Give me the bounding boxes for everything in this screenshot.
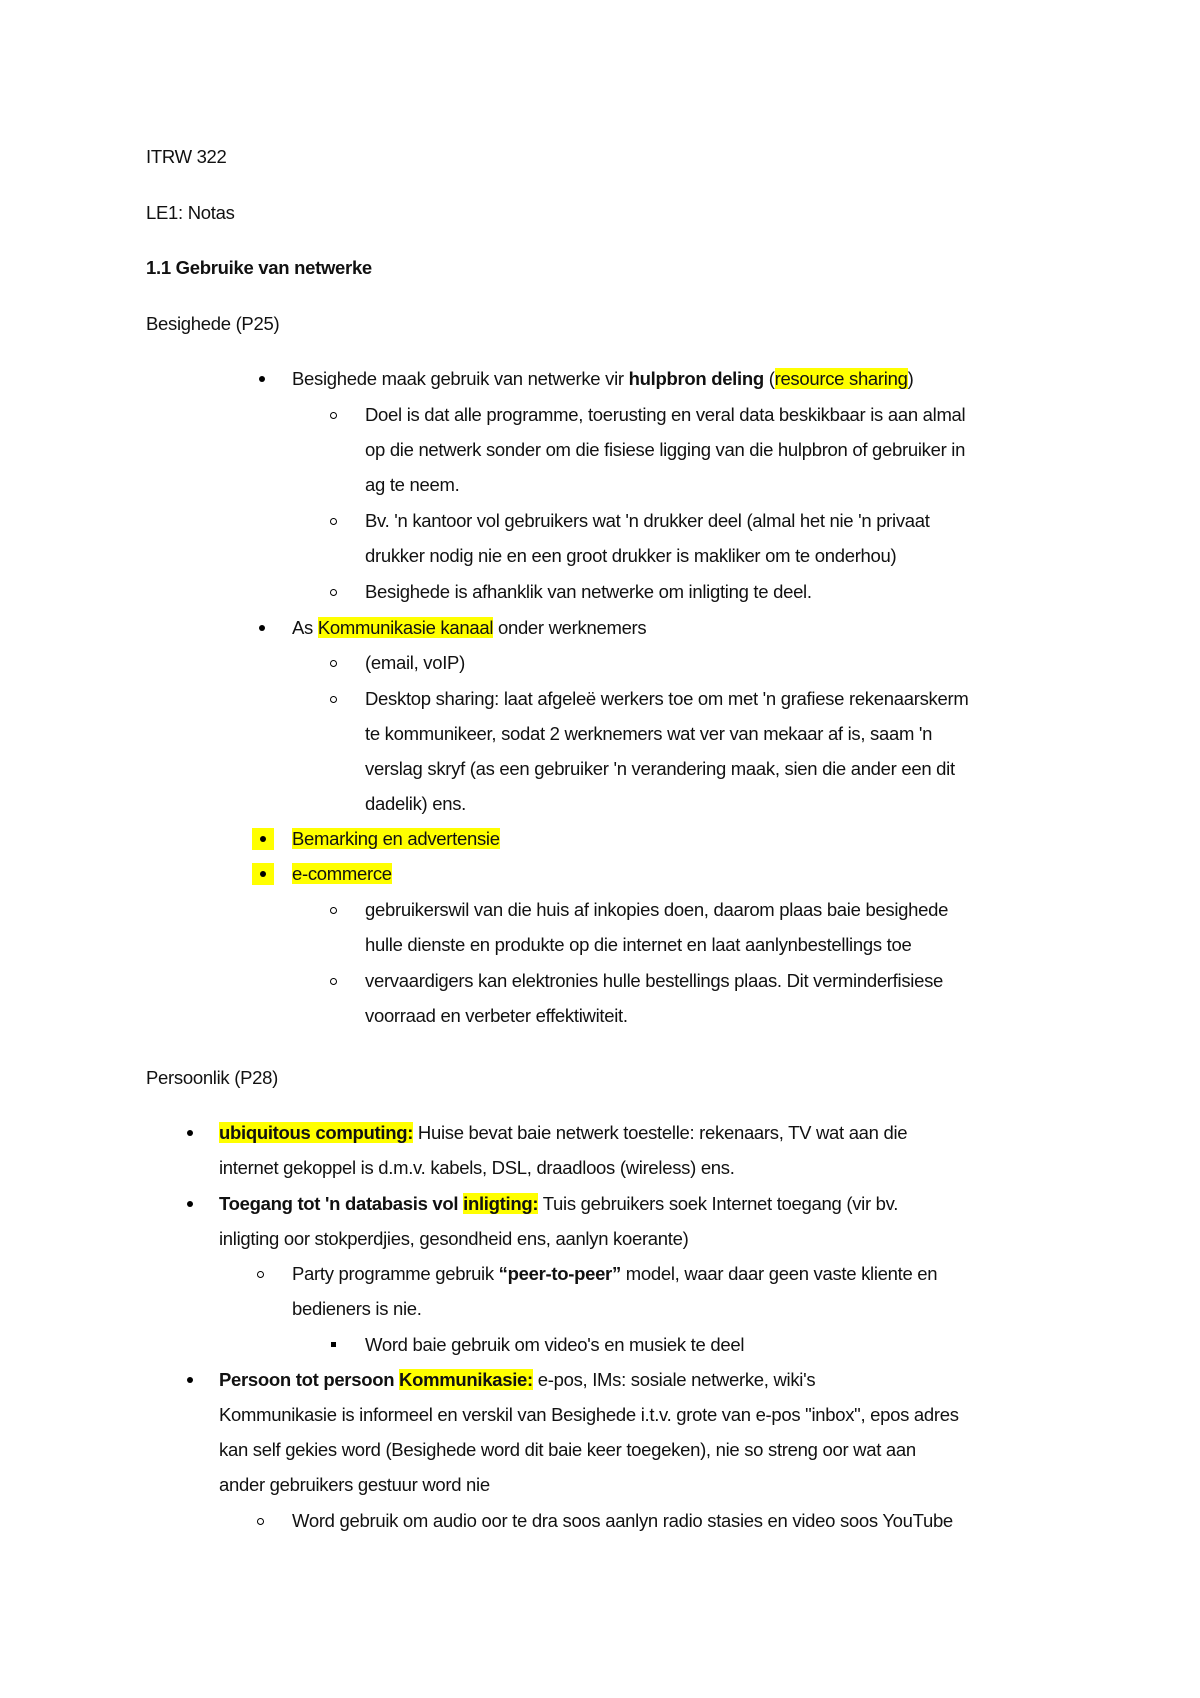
highlighted-bold-text: inligting: <box>463 1193 539 1214</box>
bold-text: Persoon tot persoon <box>219 1369 400 1390</box>
bullet-icon <box>254 617 270 639</box>
sub-item-line: Bv. 'n kantoor vol gebruikers wat 'n drukker deel (almal het nie 'n privaat <box>365 510 930 531</box>
business-item-4 <box>292 863 392 885</box>
circle-bullet-icon <box>253 1510 269 1532</box>
personal-item-1-line: internet gekoppel is d.m.v. kabels, DSL, draadloos (wireless) ens. <box>219 1157 735 1178</box>
business-item-3 <box>292 828 500 850</box>
circle-bullet-icon <box>326 581 342 603</box>
text: onder werknemers <box>493 617 647 638</box>
personal-item-2-line: inligting oor stokperdjies, gesondheid ens, aanlyn koerante) <box>219 1228 689 1249</box>
personal-item-3 <box>219 1369 815 1391</box>
text: ) <box>907 368 914 389</box>
sub-item-line: vervaardigers kan elektronies hulle bestellings plaas. Dit verminderfisiese <box>365 970 944 991</box>
business-item-1 <box>292 368 913 390</box>
sub-item-line: Word gebruik om audio oor te dra soos aanlyn radio stasies en video soos YouTube <box>292 1510 953 1531</box>
personal-item-3-line: Kommunikasie is informeel en verskil van Besighede i.t.v. grote van e-pos "inbox", epos adres <box>219 1404 959 1425</box>
sub-item-line: dadelik) ens. <box>365 793 466 814</box>
bullet-icon <box>252 828 274 850</box>
sub-item-line: (email, voIP) <box>365 652 465 673</box>
sub-item-line: verslag skryf (as een gebruiker 'n verandering maak, sien die ander een dit <box>365 758 955 779</box>
text: Besighede maak gebruik van netwerke vir <box>292 368 629 389</box>
bullet-icon <box>252 863 274 885</box>
circle-bullet-icon <box>326 510 342 532</box>
sub-item-line: hulle dienste en produkte op die internet en laat aanlynbestellings toe <box>365 934 912 955</box>
sub-item-line: drukker nodig nie en een groot drukker is makliker om te onderhou) <box>365 545 897 566</box>
bold-text: hulpbron deling <box>628 368 764 389</box>
personal-item-3-line: kan self gekies word (Besighede word dit baie keer toegeken), nie so streng oor wat aan <box>219 1439 916 1460</box>
text: As <box>292 617 318 638</box>
highlighted-bold-text: ubiquitous computing: <box>219 1122 414 1143</box>
sub-item-line: Doel is dat alle programme, toerusting en veral data beskikbaar is aan almal <box>365 404 966 425</box>
highlighted-text: e-commerce <box>292 863 392 884</box>
text: Party programme gebruik <box>292 1263 499 1284</box>
personal-item-2 <box>219 1193 898 1215</box>
circle-bullet-icon <box>326 404 342 426</box>
circle-bullet-icon <box>326 899 342 921</box>
course-code: ITRW 322 <box>146 146 227 167</box>
sub-sub-item-line: Word baie gebruik om video's en musiek te deel <box>365 1334 745 1355</box>
bullet-icon <box>182 1193 198 1215</box>
text: Huise bevat baie netwerk toestelle: rekenaars, TV wat aan die <box>413 1122 908 1143</box>
text: ( <box>763 368 775 389</box>
sub-item-line: Besighede is afhanklik van netwerke om inligting te deel. <box>365 581 812 602</box>
highlighted-text: resource sharing <box>774 368 908 389</box>
personal-item-3-line: ander gebruikers gestuur word nie <box>219 1474 490 1495</box>
bold-text: “peer-to-peer” <box>498 1263 621 1284</box>
circle-bullet-icon <box>253 1263 269 1285</box>
sub-item-line: te kommunikeer, sodat 2 werknemers wat ver van mekaar af is, saam 'n <box>365 723 933 744</box>
business-item-2 <box>292 617 646 639</box>
highlighted-text: Kommunikasie kanaal <box>317 617 494 638</box>
circle-bullet-icon <box>326 652 342 674</box>
text: model, waar daar geen vaste kliente en <box>620 1263 938 1284</box>
circle-bullet-icon <box>326 970 342 992</box>
sub-item-line: bedieners is nie. <box>292 1298 422 1319</box>
business-label: Besighede (P25) <box>146 313 280 334</box>
sub-item-line <box>292 1263 937 1285</box>
sub-item-line: ag te neem. <box>365 474 460 495</box>
text: Tuis gebruikers soek Internet toegang (vir bv. <box>538 1193 899 1214</box>
square-bullet-icon <box>326 1334 342 1356</box>
highlighted-text: Bemarking en advertensie <box>292 828 500 849</box>
section-heading: 1.1 Gebruike van netwerke <box>146 257 372 278</box>
sub-item-line: op die netwerk sonder om die fisiese ligging van die hulpbron of gebruiker in <box>365 439 966 460</box>
text: e-pos, IMs: sosiale netwerke, wiki's <box>532 1369 816 1390</box>
highlighted-bold-text: Kommunikasie: <box>399 1369 533 1390</box>
sub-item-line: Desktop sharing: laat afgeleë werkers toe om met 'n grafiese rekenaarskerm <box>365 688 969 709</box>
bold-text: Toegang tot 'n databasis vol <box>219 1193 464 1214</box>
bullet-icon <box>182 1369 198 1391</box>
sub-item-line: gebruikerswil van die huis af inkopies doen, daarom plaas baie besighede <box>365 899 949 920</box>
bullet-icon <box>254 368 270 390</box>
circle-bullet-icon <box>326 688 342 710</box>
sub-item-line: voorraad en verbeter effektiwiteit. <box>365 1005 628 1026</box>
bullet-icon <box>182 1122 198 1144</box>
personal-label: Persoonlik (P28) <box>146 1067 278 1088</box>
doc-subtitle: LE1: Notas <box>146 202 235 223</box>
personal-item-1 <box>219 1122 907 1144</box>
